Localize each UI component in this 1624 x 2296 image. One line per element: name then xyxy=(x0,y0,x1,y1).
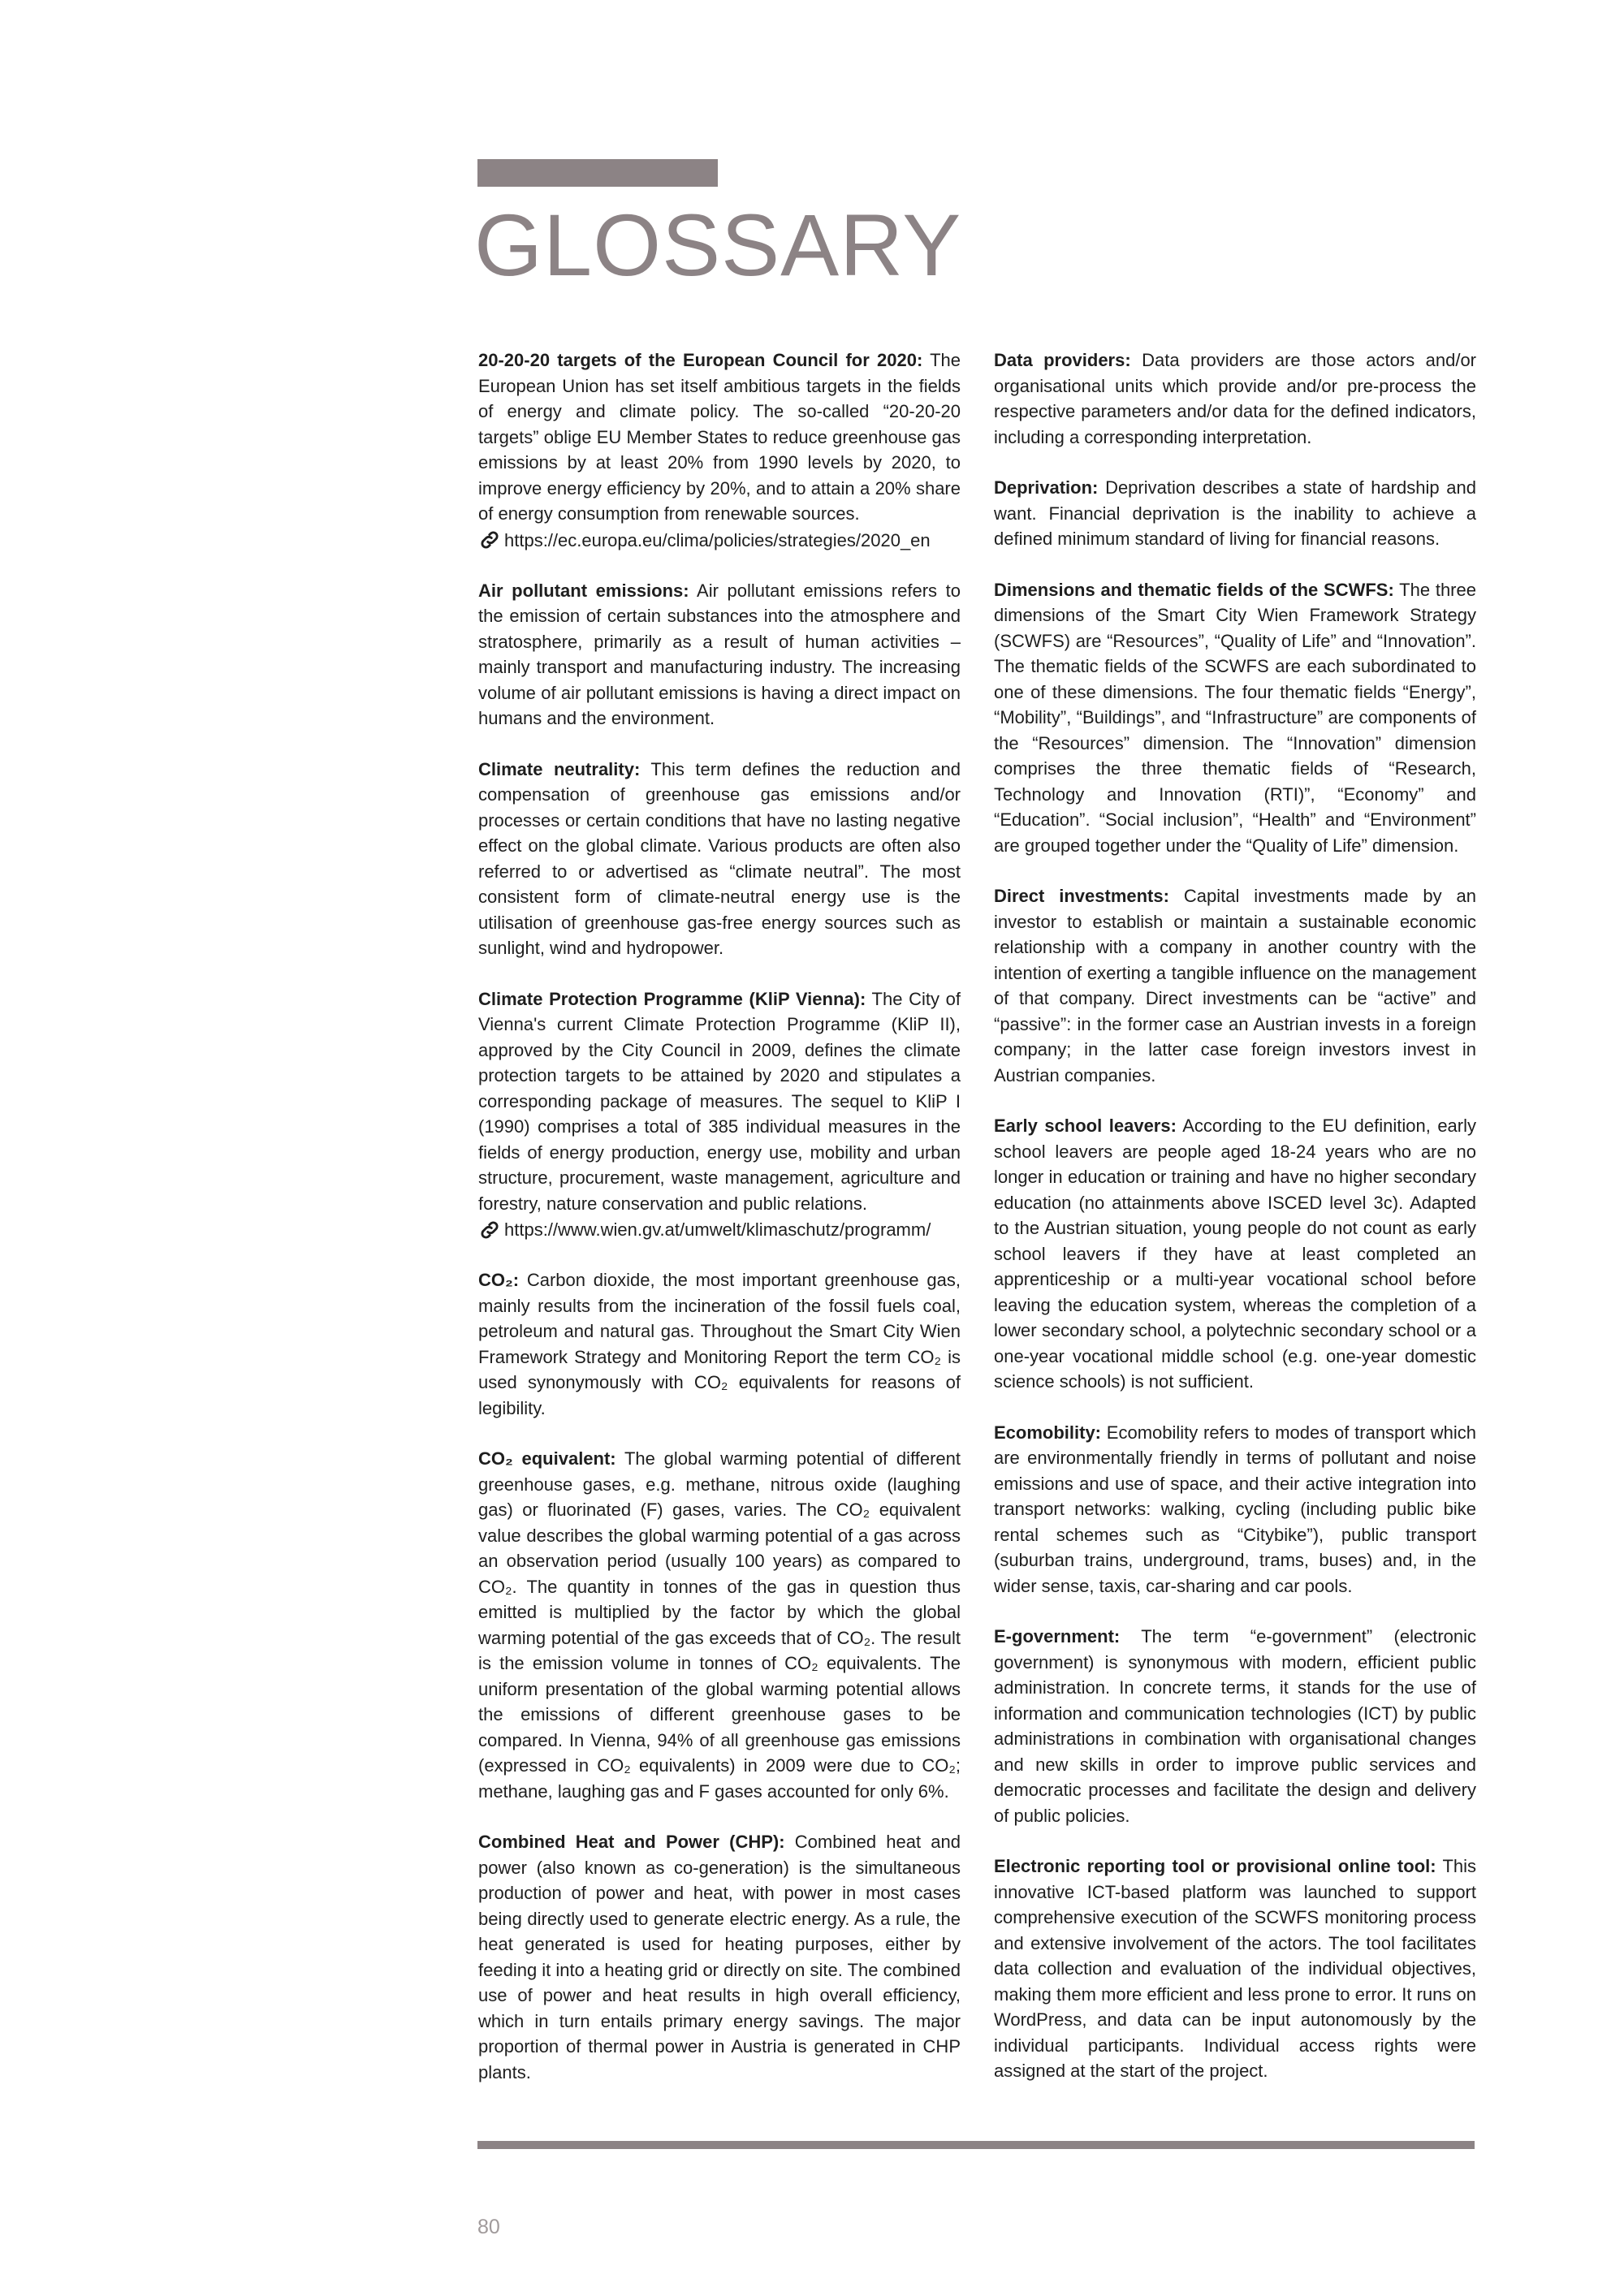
reference-link[interactable] xyxy=(478,528,961,553)
glossary-entry xyxy=(478,347,961,527)
footer-rule xyxy=(477,2141,1475,2149)
glossary-term: Direct investments: xyxy=(994,886,1169,906)
glossary-entry xyxy=(478,1829,961,2085)
glossary-entry xyxy=(994,577,1476,859)
glossary-term: Ecomobility: xyxy=(994,1422,1102,1443)
glossary-entry xyxy=(994,883,1476,1088)
glossary-definition: Ecomobility refers to modes of transport which are environmentally friendly in terms of pollutant and noise emissions and use of space, and their active integration into transport networks: walking, cycling (including public bike rental schemes such as “Citybike”), public transport (suburban trains, underground, trams, buses) and, in the wider sense, taxis, car-sharing and car pools. xyxy=(994,1422,1476,1596)
glossary-definition: The term “e-government” (electronic government) is synonymous with modern, efficient public administration. In concrete terms, it stands for the use of information and communication technologies (ICT) by public administrations in combination with organisational changes and new skills in order to improve public services and democratic processes and facilitate the design and delivery of public policies. xyxy=(994,1626,1477,1826)
link-url[interactable]: https://www.wien.gv.at/umwelt/klimaschutz/programm/ xyxy=(504,1219,931,1240)
glossary-definition: According to the EU definition, early school leavers are people aged 18-24 years who are no longer in education or training and have no higher secondary education (no attainments above ISCED level 3c). Adapted to the Austrian situation, young people do not count as early school leavers if they have at least completed an apprenticeship or a multi-year vocational school before leaving the education system, whereas the completion of a lower secondary school, a polytechnic secondary school or a one-year vocational middle school (e.g. one-year domestic science schools) is not sufficient. xyxy=(994,1116,1477,1392)
glossary-definition: This term defines the reduction and compensation of greenhouse gas emissions and/or processes or certain conditions that have no lasting negative effect on the global climate. Various products are often also referred to or advertised as “climate neutral”. The most consistent form of climate-neutral energy use is the utilisation of greenhouse gas-free energy sources such as sunlight, wind and hydropower. xyxy=(478,758,961,958)
glossary-term: Early school leavers: xyxy=(994,1116,1177,1136)
glossary-entry xyxy=(994,1420,1476,1599)
glossary-definition: Air pollutant emissions refers to the emission of certain substances into the atmosphere and stratosphere, primarily as a result of human activities – mainly transport and manufacturing industry. The increasing volume of air pollutant emissions is having a direct impact on humans and the environment. xyxy=(478,580,961,728)
glossary-definition: Carbon dioxide, the most important greenhouse gas, mainly results from the incineration of the fossil fuels coal, petroleum and natural gas. Throughout the Smart City Wien Framework Strategy and Monitoring Report the term CO₂ is used synonymously with CO₂ equivalents for reasons of legibility. xyxy=(478,1270,961,1418)
glossary-entry xyxy=(994,1624,1476,1828)
link-icon xyxy=(478,529,501,551)
glossary-definition: The global warming potential of different greenhouse gases, e.g. methane, nitrous oxide (laughing gas) or fluorinated (F) gases, varies. The CO₂ equivalent value describes the global warming potential of a gas across an observation period (usually 100 years) as compared to CO₂. The quantity in tonnes of the gas in question thus emitted is multiplied by the factor by which the global warming potential of the gas exceeds that of CO₂. The result is the emission volume in tonnes of CO₂ equivalents. The uniform presentation of the global warming potential allows the emissions of different greenhouse gases to be compared. In Vienna, 94% of all greenhouse gas emissions (expressed in CO₂ equivalents) in 2009 were due to CO₂; methane, laughing gas and F gases accounted for only 6%. xyxy=(478,1448,961,1802)
glossary-term: Climate Protection Programme (KliP Vienna): xyxy=(478,988,866,1009)
right-column xyxy=(994,347,1476,2109)
glossary-term: Electronic reporting tool or provisional online tool: xyxy=(994,1856,1436,1876)
glossary-definition: Capital investments made by an investor to establish or maintain a sustainable economic relationship with a company in another country with the intention of exerting a tangible influence on the management of that company. Direct investments can be “active” and “passive”: in the former case an Austrian invests in a foreign company; in the latter case foreign investors invest in Austrian companies. xyxy=(994,886,1476,1085)
glossary-entry xyxy=(478,1446,961,1804)
glossary-term: Air pollutant emissions: xyxy=(478,580,689,601)
glossary-entry xyxy=(478,757,961,961)
page-title: GLOSSARY xyxy=(474,196,962,294)
glossary-entry xyxy=(478,578,961,732)
page-number: 80 xyxy=(477,2216,500,2238)
glossary-entry xyxy=(478,986,961,1217)
glossary-term: Climate neutrality: xyxy=(478,758,641,779)
glossary-entry xyxy=(994,1113,1476,1395)
left-column xyxy=(478,347,961,2110)
glossary-term: Deprivation: xyxy=(994,477,1099,498)
glossary-term: Data providers: xyxy=(994,350,1131,370)
glossary-term: Dimensions and thematic fields of the SCWFS: xyxy=(994,579,1394,600)
glossary-entry xyxy=(994,347,1476,450)
glossary-term: 20-20-20 targets of the European Council for 2020: xyxy=(478,350,923,370)
glossary-entry xyxy=(478,1267,961,1421)
glossary-term: CO₂: xyxy=(478,1270,520,1290)
header-accent-bar xyxy=(477,159,718,187)
glossary-entry xyxy=(994,475,1476,552)
glossary-entry xyxy=(994,1854,1476,2084)
glossary-term: E-government: xyxy=(994,1626,1121,1646)
glossary-definition: This innovative ICT-based platform was launched to support comprehensive execution of the SCWFS monitoring process and extensive involvement of the actors. The tool facilitates data collection and evaluation of the individual objectives, making them more efficient and less prone to error. It runs on WordPress, and data can be input autonomously by the individual participants. Individual access rights were assigned at the start of the project. xyxy=(994,1856,1477,2081)
glossary-definition: The European Union has set itself ambitious targets in the fields of energy and climate policy. The so-called “20-20-20 targets” oblige EU Member States to reduce greenhouse gas emissions by at least 20% from 1990 levels by 2020, to improve energy efficiency by 20%, and to attain a 20% share of energy consumption from renewable sources. xyxy=(478,350,961,524)
glossary-term: CO₂ equivalent: xyxy=(478,1448,616,1469)
glossary-definition: The City of Vienna's current Climate Protection Programme (KliP II), approved by the City Council in 2009, defines the climate protection targets to be attained by 2020 and stipulates a corresponding package of measures. The sequel to KliP I (1990) comprises a total of 385 individual measures in the fields of energy production, energy use, mobility and urban structure, procurement, waste management, agriculture and forestry, nature conservation and public relations. xyxy=(478,988,961,1214)
glossary-definition: The three dimensions of the Smart City Wien Framework Strategy (SCWFS) are “Resources”, “Quality of Life” and “Innovation”. The thematic fields of the SCWFS are each subordinated to one of these dimensions. The four thematic fields “Energy”, “Mobility”, “Buildings”, and “Infrastructure” are components of the “Resources” dimension. The “Innovation” dimension comprises the three thematic fields of “Research, Technology and Innovation (RTI)”, “Economy” and “Education”. “Social inclusion”, “Health” and “Environment” are grouped together under the “Quality of Life” dimension. xyxy=(994,579,1476,856)
glossary-definition: Data providers are those actors and/or organisational units which provide and/or pre-process the respective parameters and/or data for the defined indicators, including a corresponding interpretation. xyxy=(994,350,1477,447)
glossary-term: Combined Heat and Power (CHP): xyxy=(478,1832,785,1852)
link-icon xyxy=(478,1219,501,1241)
link-url[interactable]: https://ec.europa.eu/clima/policies/strategies/2020_en xyxy=(504,529,931,550)
reference-link[interactable] xyxy=(478,1217,961,1242)
glossary-definition: Deprivation describes a state of hardship and want. Financial deprivation is the inability to achieve a defined minimum standard of living for financial reasons. xyxy=(994,477,1477,549)
glossary-definition: Combined heat and power (also known as co-generation) is the simultaneous production of power and heat, with power in most cases being directly used to generate electric energy. As a rule, the heat generated is used for heating purposes, either by feeding it into a heating grid or directly on site. The combined use of power and heat results in high overall efficiency, which in turn entails primary energy savings. The major proportion of thermal power in Austria is generated in CHP plants. xyxy=(478,1832,961,2082)
